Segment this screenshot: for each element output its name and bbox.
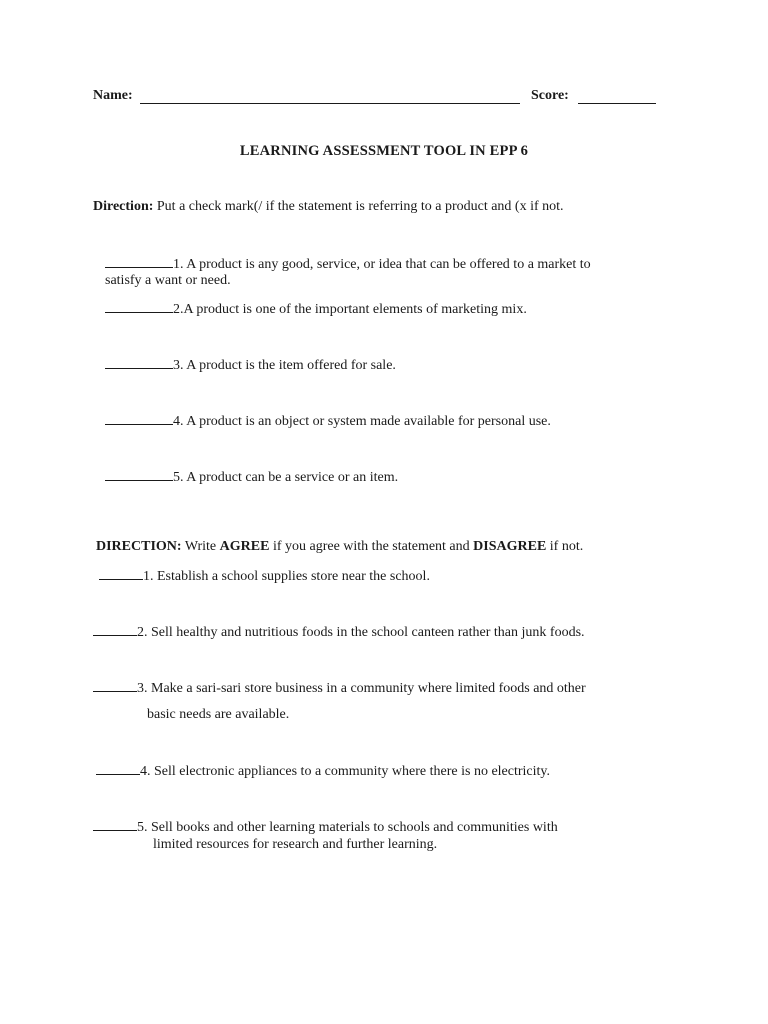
answer-blank[interactable] bbox=[96, 762, 140, 775]
item-text: 2.A product is one of the important elements of marketing mix. bbox=[173, 302, 527, 317]
part1-direction-label: Direction: bbox=[93, 199, 154, 214]
name-blank-line[interactable] bbox=[140, 103, 520, 104]
part2-direction-mid: if you agree with the statement and bbox=[269, 539, 474, 554]
part2-item-3 bbox=[93, 679, 586, 697]
part2-direction-label: DIRECTION: bbox=[96, 539, 182, 554]
item-text: satisfy a want or need. bbox=[105, 273, 231, 288]
part1-item-4 bbox=[105, 412, 551, 430]
item-text: 1. A product is any good, service, or idea that can be offered to a market to bbox=[173, 257, 591, 272]
item-text: 5. A product can be a service or an item. bbox=[173, 470, 399, 485]
item-text: 1. Establish a school supplies store near the school. bbox=[143, 569, 430, 584]
answer-blank[interactable] bbox=[93, 623, 137, 636]
part2-item-5 bbox=[93, 818, 558, 836]
item-text: 4. Sell electronic appliances to a community where there is no electricity. bbox=[140, 764, 550, 779]
item-text: limited resources for research and further learning. bbox=[153, 837, 438, 852]
answer-blank[interactable] bbox=[105, 356, 173, 369]
page-title: LEARNING ASSESSMENT TOOL IN EPP 6 bbox=[239, 143, 529, 159]
answer-blank[interactable] bbox=[105, 255, 173, 268]
item-text: 2. Sell healthy and nutritious foods in the school canteen rather than junk foods. bbox=[137, 625, 585, 640]
agree-keyword: AGREE bbox=[219, 539, 270, 554]
part1-item-1 bbox=[105, 255, 591, 273]
part1-item-5 bbox=[105, 468, 398, 486]
part2-item-4 bbox=[96, 762, 550, 780]
part2-direction-post: if not. bbox=[546, 539, 584, 554]
item-text: 3. A product is the item offered for sale. bbox=[173, 358, 396, 373]
score-label: Score: bbox=[531, 88, 569, 103]
part2-direction bbox=[96, 539, 583, 555]
item-text: 3. Make a sari-sari store business in a community where limited foods and other bbox=[137, 681, 586, 696]
part1-direction-text: Put a check mark(/ if the statement is referring to a product and (x if not. bbox=[153, 199, 564, 214]
part2-item-1 bbox=[99, 567, 430, 585]
part1-item-2 bbox=[105, 300, 527, 318]
answer-blank[interactable] bbox=[105, 300, 173, 313]
disagree-keyword: DISAGREE bbox=[473, 539, 547, 554]
item-text: 5. Sell books and other learning materials to schools and communities with bbox=[137, 820, 558, 835]
part2-item-5-cont bbox=[153, 837, 437, 853]
part2-direction-pre: Write bbox=[181, 539, 220, 554]
answer-blank[interactable] bbox=[105, 412, 173, 425]
part1-direction bbox=[93, 199, 564, 215]
name-label: Name: bbox=[93, 88, 133, 103]
answer-blank[interactable] bbox=[105, 468, 173, 481]
answer-blank[interactable] bbox=[93, 679, 137, 692]
part2-item-2 bbox=[93, 623, 585, 641]
item-text: basic needs are available. bbox=[147, 707, 290, 722]
answer-blank[interactable] bbox=[99, 567, 143, 580]
score-blank-line[interactable] bbox=[578, 103, 656, 104]
part1-item-3 bbox=[105, 356, 396, 374]
part2-item-3-cont bbox=[147, 707, 289, 723]
item-text: 4. A product is an object or system made available for personal use. bbox=[173, 414, 551, 429]
part1-item-1-cont bbox=[105, 273, 231, 289]
answer-blank[interactable] bbox=[93, 818, 137, 831]
